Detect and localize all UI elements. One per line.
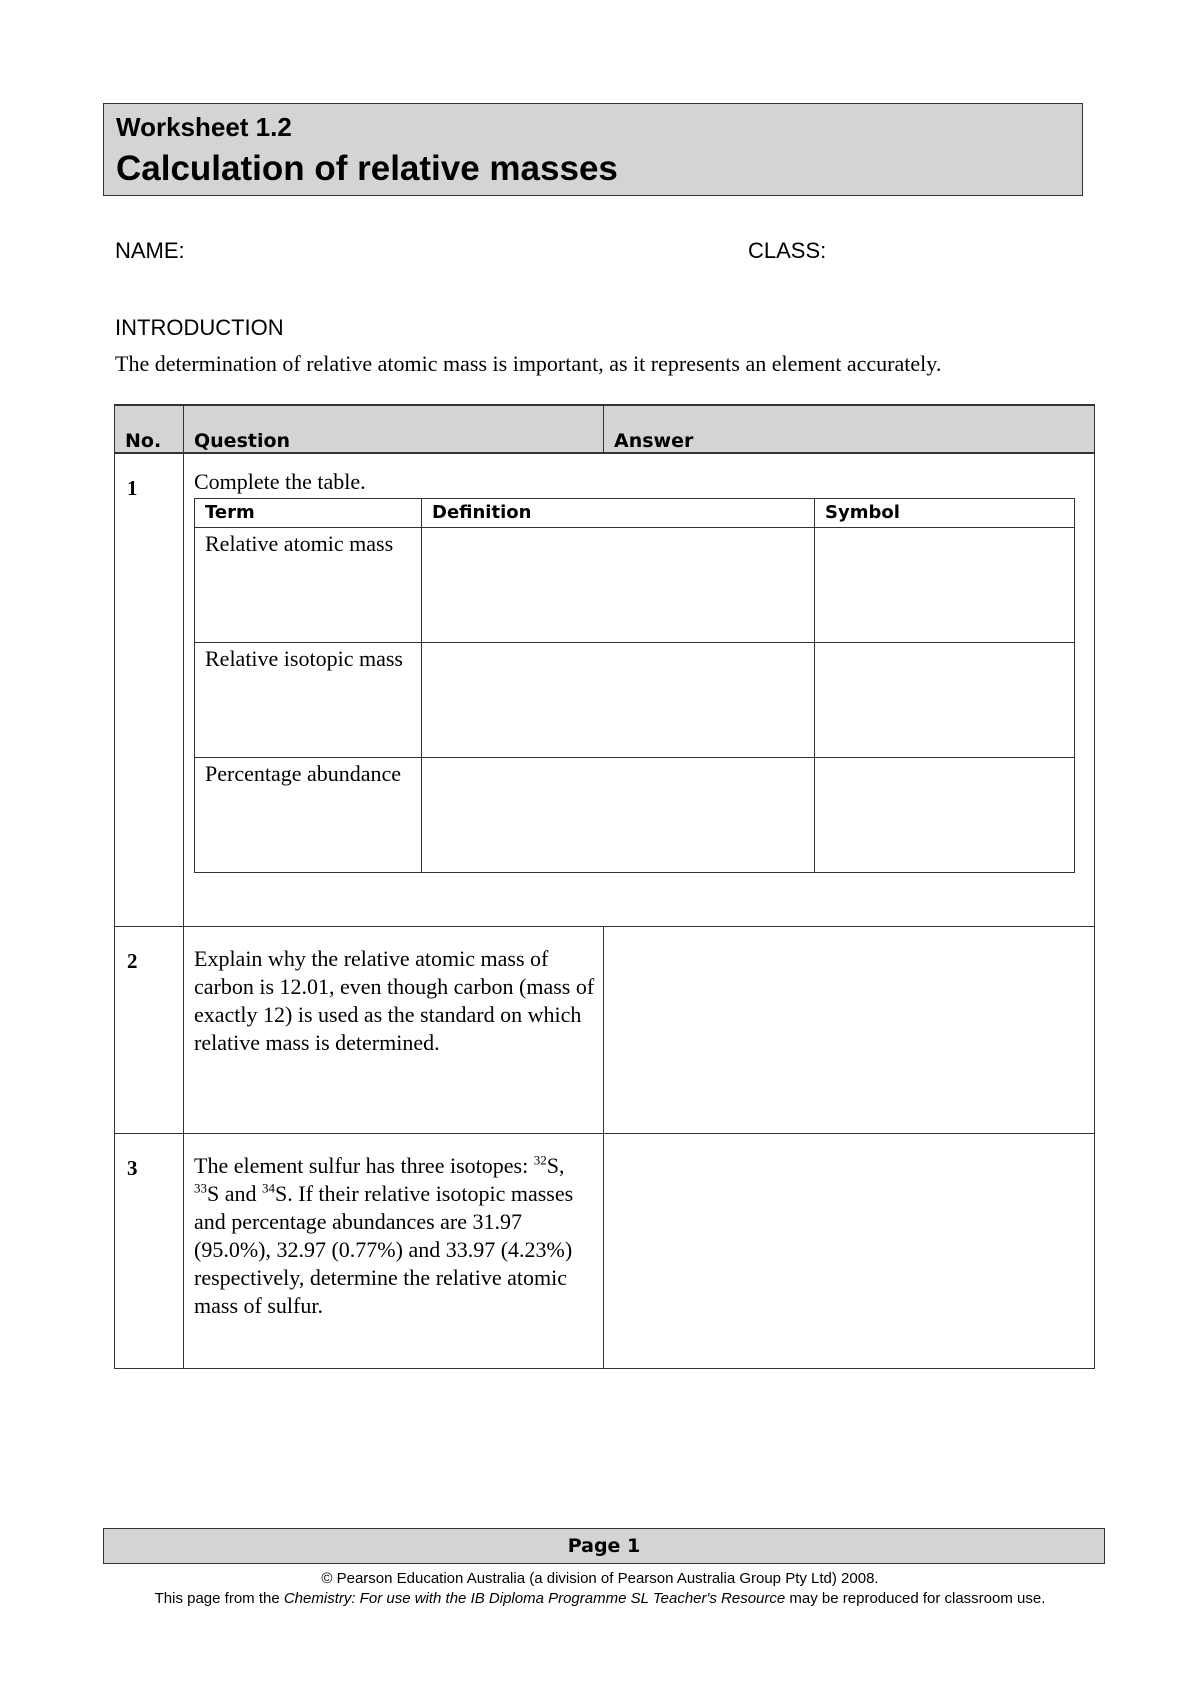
header-no: No. [115,405,184,453]
term-cell: Relative isotopic mass [195,643,422,758]
isotope-mass-number: 32 [533,1152,547,1168]
class-label: CLASS: [748,238,827,263]
table-row [195,528,1075,643]
reproduction-post: may be reproduced for classroom use. [785,1590,1046,1607]
intro-heading: INTRODUCTION [115,315,284,340]
isotope-mass-number: 33 [194,1180,207,1196]
name-label: NAME: [115,238,185,263]
question-3-rest: . If their relative isotopic masses and percentage abundances are 31.97 (95.0%), 32.97 (0.77%) and 33.97 (4.23%) respectively, determine the relative atomic mass of sulfur. [194,1181,574,1318]
isotope-symbol: S [546,1153,559,1178]
question-1-cell [184,453,1095,927]
question-number: 1 [115,453,184,927]
inner-header-symbol: Symbol [815,499,1075,528]
page-number-box [103,1528,1105,1564]
book-title: Chemistry: For use with the IB Diploma Programme SL Teacher's Resource [283,1590,786,1607]
question-row-2 [115,927,1095,1134]
symbol-answer-cell[interactable] [815,758,1075,873]
separator: , [558,1153,565,1178]
copyright-line: © Pearson Education Australia (a division of Pearson Australia Group Pty Ltd) 2008. [321,1570,879,1587]
definition-answer-cell[interactable] [422,528,815,643]
question-1-text: Complete the table. [194,469,366,494]
term-cell: Relative atomic mass [195,528,422,643]
question-row-1 [115,453,1095,927]
table-row [195,758,1075,873]
inner-header-definition: Definition [422,499,815,528]
table-row [195,643,1075,758]
table-header-row [115,405,1095,453]
worksheet-number: Worksheet 1.2 [116,112,292,142]
symbol-answer-cell[interactable] [815,528,1075,643]
symbol-answer-cell[interactable] [815,643,1075,758]
definition-answer-cell[interactable] [422,643,815,758]
question-2-text: Explain why the relative atomic mass of carbon is 12.01, even though carbon (mass of exactly 12) is used as the standard on which relative mass is determined. [184,927,604,1134]
isotope-symbol: S [207,1181,220,1206]
question-number: 3 [115,1134,184,1369]
term-cell: Percentage abundance [195,758,422,873]
reproduction-line [0,1590,1200,1607]
questions-table [114,404,1095,1369]
separator: and [219,1181,263,1206]
isotope-mass-number: 34 [262,1180,276,1196]
reproduction-pre: This page from the [154,1590,284,1607]
header-answer: Answer [604,405,1095,453]
header-question: Question [184,405,604,453]
page-title: Calculation of relative masses [116,149,618,188]
question-row-3 [115,1134,1095,1369]
question-3-intro: The element sulfur has three isotopes: [194,1153,529,1178]
answer-3-cell[interactable] [604,1134,1095,1369]
title-box [103,103,1083,196]
question-number: 2 [115,927,184,1134]
page-number: Page 1 [567,1535,641,1557]
inner-header-term: Term [195,499,422,528]
definitions-table [194,498,1075,873]
question-3-cell [184,1134,604,1369]
intro-text: The determination of relative atomic mass is important, as it represents an element accurately. [115,351,942,376]
answer-2-cell[interactable] [604,927,1095,1134]
isotope-symbol: S [275,1181,288,1206]
inner-header-row [195,499,1075,528]
definition-answer-cell[interactable] [422,758,815,873]
